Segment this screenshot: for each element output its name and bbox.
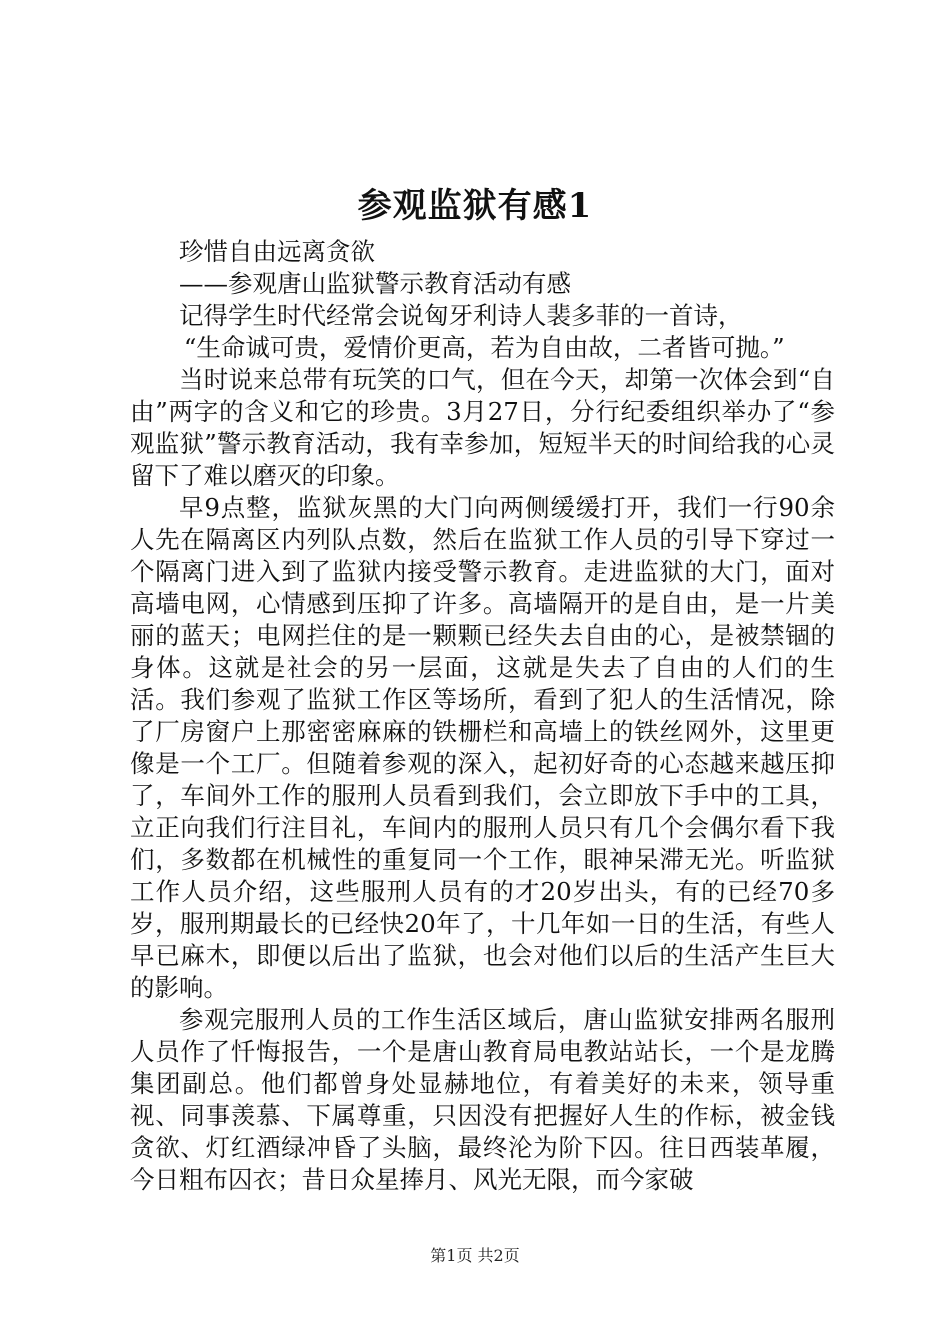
body-paragraph: 当时说来总带有玩笑的口气，但在今天，却第一次体会到“自由”两字的含义和它的珍贵。3月27日，分行纪委组织举办了“参观监狱”警示教育活动，我有幸参加，短短半天的时间给我的心灵留下了难以磨灭的印象。 bbox=[130, 365, 835, 490]
subtitle-line: ——参观唐山监狱警示教育活动有感 bbox=[179, 269, 571, 298]
body-paragraph: 参观完服刑人员的工作生活区域后，唐山监狱安排两名服刑人员作了忏悔报告，一个是唐山教育局电教站站长，一个是龙腾集团副总。他们都曾身处显赫地位，有着美好的未来，领导重视、同事羡慕、下属尊重，只因没有把握好人生的作标，被金钱贪欲、灯红酒绿冲昏了头脑，最终沦为阶下囚。往日西装革履，今日粗布囚衣；昔日众星捧月、风光无限，而今家破 bbox=[130, 1005, 835, 1194]
document-title: 参观监狱有感1 bbox=[357, 186, 593, 226]
document-body bbox=[130, 236, 835, 1196]
body-paragraph: 早9点整，监狱灰黑的大门向两侧缓缓打开，我们一行90余人先在隔离区内列队点数，然后在监狱工作人员的引导下穿过一个隔离门进入到了监狱内接受警示教育。走进监狱的大门，面对高墙电网，心情感到压抑了许多。高墙隔开的是自由，是一片美丽的蓝天；电网拦住的是一颗颗已经失去自由的心，是被禁锢的身体。这就是社会的另一层面，这就是失去了自由的人们的生活。我们参观了监狱工作区等场所，看到了犯人的生活情况，除了厂房窗户上那密密麻麻的铁栅栏和高墙上的铁丝网外，这里更像是一个工厂。但随着参观的深入，起初好奇的心态越来越压抑了，车间外工作的服刑人员看到我们，会立即放下手中的工具，立正向我们行注目礼，车间内的服刑人员只有几个会偶尔看下我们，多数都在机械性的重复同一个工作，眼神呆滞无光。听监狱工作人员介绍，这些服刑人员有的才20岁出头，有的已经70多岁，服刑期最长的已经快20年了，十几年如一日的生活，有些人早已麻木，即便以后出了监狱，也会对他们以后的生活产生巨大的影响。 bbox=[130, 493, 835, 1002]
subtitle-line: 珍惜自由远离贪欲 bbox=[179, 237, 375, 266]
poem-quote: “生命诚可贵，爱情价更高，若为自由故，二者皆可抛。” bbox=[183, 333, 785, 362]
page-footer: 第1页 共2页 bbox=[430, 1246, 520, 1265]
body-paragraph: 记得学生时代经常会说匈牙利诗人裴多菲的一首诗， bbox=[179, 301, 743, 330]
